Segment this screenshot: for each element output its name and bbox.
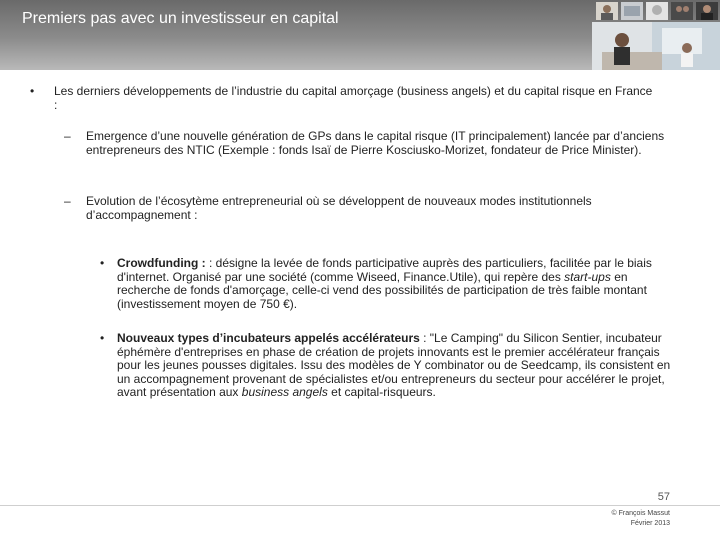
slide-header: [0, 0, 720, 70]
thumbnail-photo-1: [596, 2, 618, 20]
incubators-text-2: et capital-risqueurs.: [327, 385, 436, 399]
slide-body: [0, 70, 720, 540]
footer-divider: [0, 505, 720, 506]
footer-author: © François Massut: [611, 510, 670, 517]
header-photo-strip: [592, 0, 720, 70]
sub-bullet-gps: Emergence d’une nouvelle génération de GPs dans le capital risque (IT principalement) lancée par d’anciens entrepreneurs des NTIC (Exemple : fonds Isaï de Pierre Kosciusko-Morizet, fondateur de Price Minister).: [86, 129, 665, 157]
office-photo: [592, 22, 720, 70]
bullet-marker-crowdfunding: •: [100, 256, 105, 270]
thumbnail-photo-3: [646, 2, 668, 20]
thumbnail-photo-4: [671, 2, 693, 20]
page-number: 57: [657, 491, 670, 503]
footer-date: Février 2013: [630, 520, 670, 527]
incubators-text-1: : "Le Camping" du Silicon Sentier, incubateur éphémère d'entreprises en phase de création de projets innovants est le premier accélérateur français pour les jeunes pousses digitales. Issu des modèles de Y combinator ou de Seedcamp, ils consistent en un accompagnement provenant de spécialistes et/ou entrepreneurs du secteur pour accélérer le projet, avant présentation aux: [117, 331, 671, 399]
incubators-bullet: [117, 332, 682, 400]
thumbnail-row: [592, 0, 720, 22]
incubators-italic: business angels: [241, 385, 328, 399]
sub-bullet-ecosystem: Evolution de l’écosytème entrepreneurial où se développent de nouveaux modes institutionnels d’accompagnement :: [86, 194, 592, 222]
crowdfunding-text-2: en recherche de fonds d'amorçage, celle-ci vend des possibilités de participation de très faible montant (investissement moyen de 750 €).: [117, 269, 647, 311]
bullet-marker-incubators: •: [100, 331, 105, 345]
bullet-marker: •: [30, 84, 35, 98]
crowdfunding-title: Crowdfunding :: [117, 256, 206, 270]
crowdfunding-italic: start-ups: [564, 269, 611, 284]
crowdfunding-bullet: [117, 257, 682, 311]
main-bullet: Les derniers développements de l’industrie du capital amorçage (business angels) et du capital risque en France :: [54, 84, 653, 112]
dash-marker-2: –: [64, 194, 71, 208]
slide-title: Premiers pas avec un investisseur en capital: [22, 10, 339, 27]
thumbnail-photo-5: [696, 2, 718, 20]
incubators-title: Nouveaux types d’incubateurs appelés accélérateurs: [117, 331, 420, 345]
dash-marker-1: –: [64, 129, 71, 143]
thumbnail-photo-2: [621, 2, 643, 20]
crowdfunding-text-1: : désigne la levée de fonds participative auprès des particuliers, facilitée par le biais d'internet. Organisé par une société (comme Wiseed, Finance.Utile), qui repère des: [117, 256, 652, 284]
